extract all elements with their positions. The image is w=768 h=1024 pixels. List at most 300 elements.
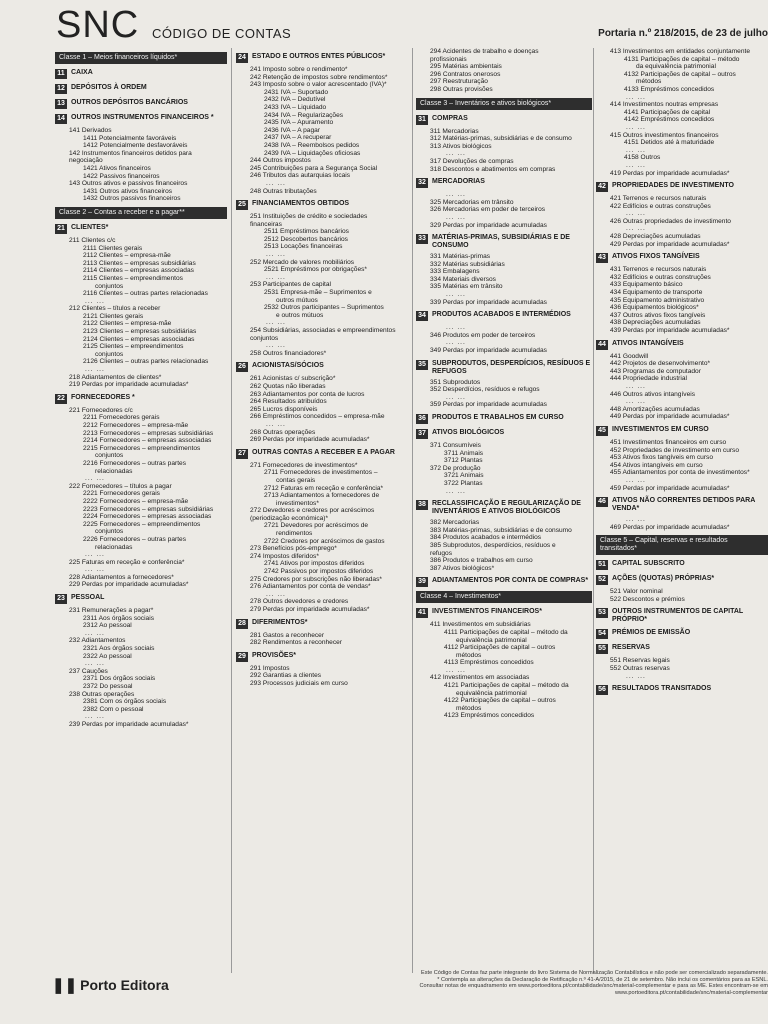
account-group-number: 43 bbox=[596, 253, 608, 263]
account-row: 248 Outras tributações bbox=[250, 187, 317, 195]
account-group bbox=[596, 560, 768, 570]
account-row: 253 Participantes de capital bbox=[250, 281, 332, 289]
account-row: contas gerais bbox=[276, 476, 316, 484]
account-row: 2114 Clientes – empresas associadas bbox=[83, 267, 194, 275]
account-row: 2123 Clientes – empresas subsidiárias bbox=[83, 328, 197, 336]
account-row: 237 Cauções bbox=[69, 667, 108, 675]
account-row: 4111 Participações de capital – método da bbox=[444, 628, 568, 636]
account-row: 218 Adiantamentos de clientes* bbox=[69, 373, 162, 381]
ellipsis-row: ... ... bbox=[626, 398, 646, 406]
account-row: 2122 Clientes – empresa-mãe bbox=[83, 320, 172, 328]
account-group bbox=[236, 53, 408, 63]
account-row: 4122 Participações de capital – outros bbox=[444, 697, 556, 705]
account-row: relacionadas bbox=[95, 467, 133, 475]
account-row: 371 Consumíveis bbox=[430, 442, 481, 449]
account-group-number: 31 bbox=[416, 115, 428, 125]
account-row: 2112 Clientes – empresa-mãe bbox=[83, 252, 171, 260]
account-row: 2216 Fornecedores – outras partes bbox=[83, 459, 186, 467]
account-row: 2115 Clientes – empreendimentos bbox=[83, 274, 183, 282]
account-row: 271 Fornecedores de investimentos* bbox=[250, 461, 358, 469]
account-group bbox=[236, 619, 408, 629]
account-row: 2381 Com os órgãos sociais bbox=[83, 698, 167, 706]
account-group bbox=[416, 577, 592, 587]
account-row: investimentos* bbox=[276, 499, 319, 507]
column-4 bbox=[596, 48, 768, 698]
account-group-title: OUTROS INSTRUMENTOS DE CAPITAL PRÓPRIO* bbox=[612, 608, 744, 624]
account-row: 421 Terrenos e recursos naturais bbox=[610, 195, 707, 203]
account-row: 4112 Participações de capital – outros bbox=[444, 644, 556, 652]
account-group bbox=[416, 234, 592, 250]
account-group-number: 22 bbox=[55, 394, 67, 404]
account-row: e outros mútuos bbox=[276, 311, 324, 319]
account-row: outros mútuos bbox=[276, 296, 318, 304]
account-group bbox=[596, 340, 768, 350]
account-row: 296 Contratos onerosos bbox=[430, 70, 501, 78]
account-row: 311 Mercadorias bbox=[430, 127, 479, 135]
account-row: 2432 IVA – Dedutível bbox=[264, 96, 326, 104]
account-row: 429 Perdas por imparidade acumuladas* bbox=[610, 240, 730, 248]
account-row: 229 Perdas por imparidade acumuladas* bbox=[69, 581, 189, 589]
account-row: 4151 Detidos até à maturidade bbox=[624, 139, 715, 147]
account-row: 2213 Fornecedores – empresas subsidiárias bbox=[83, 429, 214, 437]
ellipsis-row: ... ... bbox=[266, 420, 286, 428]
account-group-title: INVESTIMENTOS FINANCEIROS* bbox=[432, 608, 542, 616]
account-group-title: CLIENTES* bbox=[71, 223, 109, 231]
account-row: 325 Mercadorias em trânsito bbox=[430, 198, 514, 206]
account-row: 436 Equipamentos biológicos* bbox=[610, 304, 699, 312]
account-row: 522 Descontos e prémios bbox=[610, 595, 685, 603]
account-group-title: RESULTADOS TRANSITADOS bbox=[612, 685, 712, 693]
account-row: 383 Matérias-primas, subsidiárias e de consumo bbox=[430, 526, 572, 534]
account-row: 264 Resultados atribuídos bbox=[250, 398, 327, 406]
column-divider bbox=[412, 48, 413, 973]
account-row: 2224 Fornecedores – empresas associadas bbox=[83, 513, 212, 521]
ellipsis-row: ... ... bbox=[85, 660, 105, 668]
ellipsis-row: ... ... bbox=[446, 666, 466, 674]
account-group-number: 12 bbox=[55, 84, 67, 94]
ellipsis-row: ... ... bbox=[626, 210, 646, 218]
account-row: 349 Perdas por imparidade acumuladas bbox=[430, 347, 547, 355]
account-row: 4121 Participações de capital – método da bbox=[444, 682, 569, 690]
account-row: 386 Produtos e trabalhos em curso bbox=[430, 557, 533, 565]
account-group bbox=[416, 414, 592, 424]
account-group-number: 13 bbox=[55, 99, 67, 109]
ellipsis-row: ... ... bbox=[85, 366, 105, 374]
account-group bbox=[596, 685, 768, 695]
ellipsis-row: ... ... bbox=[85, 551, 105, 559]
account-row: 2124 Clientes – empresas associadas bbox=[83, 335, 195, 343]
account-row: 222 Fornecedores – títulos a pagar bbox=[69, 482, 172, 490]
ellipsis-row: ... ... bbox=[626, 476, 646, 484]
ellipsis-row: ... ... bbox=[446, 393, 466, 401]
account-group bbox=[596, 497, 768, 513]
account-row: 3721 Animais bbox=[444, 472, 484, 480]
account-row: equivalência patrimonial bbox=[456, 636, 527, 644]
account-group bbox=[55, 114, 227, 124]
account-row: 454 Ativos intangíveis em curso bbox=[610, 461, 703, 469]
account-row: 1431 Outros ativos financeiros bbox=[83, 187, 173, 195]
account-group bbox=[596, 629, 768, 639]
account-group bbox=[596, 253, 768, 263]
account-row: 451 Investimentos financeiros em curso bbox=[610, 438, 727, 446]
account-row: 443 Programas de computador bbox=[610, 367, 701, 375]
ellipsis-row: ... ... bbox=[446, 324, 466, 332]
account-row: 2531 Empresa-mãe – Suprimentos e bbox=[264, 289, 372, 297]
account-group-title: DEPÓSITOS À ORDEM bbox=[71, 84, 147, 91]
account-row: 281 Gastos a reconhecer bbox=[250, 631, 325, 639]
account-row: 294 Acidentes de trabalho e doenças bbox=[430, 48, 539, 55]
account-group-title: ATIVOS INTANGÍVEIS bbox=[612, 339, 684, 347]
account-group bbox=[236, 652, 408, 662]
account-row: 2223 Fornecedores – empresas subsidiárias bbox=[83, 505, 214, 513]
account-group-title: PRODUTOS E TRABALHOS EM CURSO bbox=[432, 414, 564, 421]
account-group-number: 14 bbox=[55, 114, 67, 124]
account-row: 459 Perdas por imparidade acumuladas* bbox=[610, 484, 730, 492]
account-row: 351 Subprodutos bbox=[430, 378, 481, 386]
account-row: conjuntos bbox=[250, 334, 279, 342]
account-row: 2211 Fornecedores gerais bbox=[83, 414, 160, 422]
account-row: 244 Outros impostos bbox=[250, 157, 311, 165]
account-group-title: ATIVOS FIXOS TANGÍVEIS bbox=[612, 253, 700, 261]
account-group bbox=[55, 69, 227, 79]
account-group-number: 44 bbox=[596, 340, 608, 350]
account-row: 332 Matérias subsidiárias bbox=[430, 260, 505, 268]
account-row: da equivalência patrimonial bbox=[636, 63, 716, 71]
account-row: 261 Acionistas c/ subscrição* bbox=[250, 375, 336, 383]
account-group-title: AÇÕES (QUOTAS) PRÓPRIAS* bbox=[612, 575, 715, 583]
account-row: 246 Tributos das autarquias locais bbox=[250, 172, 351, 180]
account-row: 413 Investimentos em entidades conjuntamente bbox=[610, 48, 751, 55]
ellipsis-row: ... ... bbox=[85, 713, 105, 721]
account-row: 415 Outros investimentos financeiros bbox=[610, 131, 719, 139]
account-row: 2435 IVA – Apuramento bbox=[264, 119, 334, 127]
account-group bbox=[55, 394, 227, 404]
account-group-number: 42 bbox=[596, 182, 608, 192]
account-row: 2713 Adiantamentos a fornecedores de bbox=[264, 492, 380, 500]
account-group-number: 26 bbox=[236, 362, 248, 372]
account-row: 2513 Locações financeiras bbox=[264, 243, 343, 251]
account-row: 266 Empréstimos concedidos – empresa-mãe bbox=[250, 413, 385, 421]
account-group-title: FINANCIAMENTOS OBTIDOS bbox=[252, 200, 350, 208]
account-group-title: MATÉRIAS-PRIMAS, SUBSIDIÁRIAS E DE CONSUMO bbox=[432, 234, 570, 250]
account-row: 143 Outros ativos e passivos financeiros bbox=[69, 180, 188, 188]
account-row: 278 Outros devedores e credores bbox=[250, 598, 349, 606]
account-row: 2214 Fornecedores – empresas associadas bbox=[83, 437, 212, 445]
account-group-title: PROVISÕES* bbox=[252, 651, 296, 659]
account-group bbox=[596, 575, 768, 585]
porto-editora-mark-icon: ❚❚ bbox=[52, 977, 78, 994]
account-row: 239 Perdas por imparidade acumuladas* bbox=[69, 720, 189, 728]
account-row: 453 Ativos fixos tangíveis em curso bbox=[610, 454, 713, 462]
account-row: 312 Matérias-primas, subsidiárias e de consumo bbox=[430, 135, 572, 143]
account-row: 428 Depreciações acumuladas bbox=[610, 233, 701, 241]
account-group bbox=[55, 594, 227, 604]
account-row: 442 Projetos de desenvolvimento* bbox=[610, 360, 711, 368]
account-row: 2226 Fornecedores – outras partes bbox=[83, 535, 186, 543]
account-row: relacionadas bbox=[95, 543, 133, 551]
account-group bbox=[236, 362, 408, 372]
account-group-number: 45 bbox=[596, 426, 608, 436]
account-row: 269 Perdas por imparidade acumuladas* bbox=[250, 436, 370, 444]
ellipsis-row: ... ... bbox=[626, 146, 646, 154]
account-group-number: 38 bbox=[416, 500, 428, 510]
account-row: 4113 Empréstimos concedidos bbox=[444, 659, 534, 667]
account-group-title: FORNECEDORES * bbox=[71, 393, 135, 401]
account-row: 2372 Do pessoal bbox=[83, 683, 133, 690]
footer-note: Consultar notas de enquadramento em www.portoeditora.pt/contabilidade/snc/material-complementar e para as ME. Estes encontram-se em www.portoeditora.pt/contabilidade/snc/material-complementar bbox=[419, 983, 768, 996]
account-row: 2222 Fornecedores – empresa-mãe bbox=[83, 497, 189, 505]
account-group-title: RESERVAS bbox=[612, 644, 650, 652]
account-row: 243 Imposto sobre o valor acrescentado (IVA)* bbox=[250, 81, 387, 89]
account-group-number: 21 bbox=[55, 224, 67, 234]
account-row: 1421 Ativos financeiros bbox=[83, 164, 151, 172]
account-group bbox=[416, 500, 592, 516]
account-row: 2712 Faturas em receção e conferência* bbox=[264, 484, 384, 492]
account-row: 412 Investimentos em associadas bbox=[430, 674, 530, 682]
account-group bbox=[55, 84, 227, 94]
account-row: 4132 Participações de capital – outros bbox=[624, 70, 736, 78]
ellipsis-row: ... ... bbox=[85, 297, 105, 305]
account-row: conjuntos bbox=[95, 528, 124, 536]
account-row: profissionais bbox=[430, 55, 467, 63]
account-row: 455 Adiantamentos por conta de investimentos* bbox=[610, 469, 750, 477]
account-group bbox=[236, 200, 408, 210]
account-row: 2436 IVA – A pagar bbox=[264, 126, 320, 134]
account-group-title: OUTROS INSTRUMENTOS FINANCEIROS * bbox=[71, 114, 214, 121]
account-row: 2312 Ao pessoal bbox=[83, 622, 132, 630]
account-row: 3722 Plantas bbox=[444, 479, 483, 487]
account-row: 4123 Empréstimos concedidos bbox=[444, 712, 535, 720]
publisher-name: Porto Editora bbox=[80, 977, 169, 993]
account-group-title: ATIVOS NÃO CORRENTES DETIDOS PARA VENDA* bbox=[612, 497, 755, 513]
account-row: 434 Equipamento de transporte bbox=[610, 289, 703, 297]
account-group-title: OUTRAS CONTAS A RECEBER E A PAGAR bbox=[252, 448, 395, 456]
account-row: 372 De produção bbox=[430, 464, 481, 472]
account-row: 334 Materiais diversos bbox=[430, 275, 496, 283]
account-row: conjuntos bbox=[95, 452, 124, 460]
account-row: 2322 Ao pessoal bbox=[83, 652, 132, 660]
account-group-number: 29 bbox=[236, 652, 248, 662]
account-group-number: 35 bbox=[416, 360, 428, 370]
account-row: 274 Impostos diferidos* bbox=[250, 552, 319, 560]
account-row: 318 Descontos e abatimentos em compras bbox=[430, 165, 556, 173]
class-banner: Classe 5 – Capital, reservas e resultados transitados* bbox=[596, 535, 768, 555]
account-group-title: MERCADORIAS bbox=[432, 178, 485, 186]
account-row: 326 Mercadorias em poder de terceiros bbox=[430, 206, 546, 214]
account-row: 317 Devoluções de compras bbox=[430, 157, 514, 165]
account-row: 439 Perdas por imparidade acumuladas* bbox=[610, 327, 730, 334]
ellipsis-row: ... ... bbox=[266, 251, 286, 259]
class-banner: Classe 3 – Inventários e ativos biológicos* bbox=[416, 98, 592, 110]
account-row: 258 Outros financiadores* bbox=[250, 349, 327, 357]
account-row: rendimentos bbox=[276, 530, 313, 538]
account-row: 251 Instituições de crédito e sociedades bbox=[250, 213, 368, 221]
ellipsis-row: ... ... bbox=[626, 123, 646, 131]
account-row: 2126 Clientes – outras partes relacionadas bbox=[83, 358, 209, 366]
account-group-title: PRÉMIOS DE EMISSÃO bbox=[612, 629, 691, 637]
account-group bbox=[55, 224, 227, 234]
ellipsis-row: ... ... bbox=[626, 225, 646, 233]
ellipsis-row: ... ... bbox=[266, 273, 286, 281]
account-row: 2433 IVA – Liquidado bbox=[264, 103, 327, 111]
account-row: 268 Outras operações bbox=[250, 428, 316, 436]
account-row: 1412 Potencialmente desfavoráveis bbox=[83, 142, 188, 150]
account-row: 2438 IVA – Reembolsos pedidos bbox=[264, 141, 360, 149]
ellipsis-row: ... ... bbox=[446, 213, 466, 221]
account-row: 426 Outras propriedades de investimento bbox=[610, 217, 731, 225]
footer-note: * Contempla as alterações da Declaração de Retificação n.º 41-A/2015, de 21 de setembro. Não inclui os comentários para as ESNL. bbox=[437, 976, 768, 983]
account-row: 346 Produtos em poder de terceiros bbox=[430, 331, 536, 339]
column-3 bbox=[416, 48, 592, 720]
account-row: 279 Perdas por imparidade acumuladas* bbox=[250, 606, 370, 613]
account-row: 438 Depreciações acumuladas bbox=[610, 319, 701, 327]
account-row: 2711 Fornecedores de investimentos – bbox=[264, 469, 378, 477]
account-row: 4158 Outros bbox=[624, 154, 661, 162]
account-row: 2321 Aos órgãos sociais bbox=[83, 645, 155, 653]
account-row: 2434 IVA – Regularizações bbox=[264, 111, 344, 119]
account-row: 2225 Fornecedores – empreendimentos bbox=[83, 520, 201, 528]
account-group bbox=[236, 449, 408, 459]
account-row: 228 Adiantamentos a fornecedores* bbox=[69, 573, 174, 581]
account-row: 4142 Empréstimos concedidos bbox=[624, 116, 715, 124]
account-row: 241 Imposto sobre o rendimento* bbox=[250, 66, 348, 73]
account-group bbox=[596, 608, 768, 624]
account-row: 446 Outros ativos intangíveis bbox=[610, 390, 696, 398]
ellipsis-row: ... ... bbox=[626, 93, 646, 101]
account-row: 2431 IVA – Suportado bbox=[264, 88, 329, 96]
account-row: 1411 Potencialmente favoráveis bbox=[83, 134, 177, 142]
account-row: 254 Subsidiárias, associadas e empreendimentos bbox=[250, 327, 396, 334]
account-row: 263 Adiantamentos por conta de lucros bbox=[250, 390, 365, 398]
account-row: 414 Investimentos noutras empresas bbox=[610, 101, 719, 109]
account-row: 352 Desperdícios, resíduos e refugos bbox=[430, 386, 540, 394]
account-group-number: 34 bbox=[416, 311, 428, 321]
account-row: equivalência patrimonial bbox=[456, 689, 527, 697]
account-group-number: 37 bbox=[416, 429, 428, 439]
account-group-number: 39 bbox=[416, 577, 428, 587]
account-group-title: PROPRIEDADES DE INVESTIMENTO bbox=[612, 182, 735, 190]
account-group-number: 23 bbox=[55, 594, 67, 604]
account-row: refugos bbox=[430, 549, 452, 557]
account-row: 435 Equipamento administrativo bbox=[610, 296, 705, 304]
account-group-number: 24 bbox=[236, 53, 248, 63]
account-group-number: 56 bbox=[596, 685, 608, 695]
ellipsis-row: ... ... bbox=[626, 672, 646, 680]
account-group-title: ACIONISTAS/SÓCIOS bbox=[252, 362, 324, 370]
account-row: 2512 Descobertos bancários bbox=[264, 235, 348, 243]
account-row: 313 Ativos biológicos bbox=[430, 142, 492, 150]
account-row: métodos bbox=[456, 704, 482, 712]
account-row: métodos bbox=[456, 651, 482, 659]
account-row: 333 Embalagens bbox=[430, 268, 480, 276]
account-group bbox=[416, 429, 592, 439]
account-row: 272 Devedores e credores por acréscimos bbox=[250, 507, 375, 515]
account-group-number: 32 bbox=[416, 178, 428, 188]
account-row: 141 Derivados bbox=[69, 127, 112, 134]
account-group-number: 41 bbox=[416, 608, 428, 618]
account-row: 238 Outras operações bbox=[69, 690, 135, 698]
account-row: 291 Impostos bbox=[250, 664, 290, 672]
ellipsis-row: ... ... bbox=[85, 566, 105, 574]
account-row: 2215 Fornecedores – empreendimentos bbox=[83, 444, 201, 452]
ellipsis-row: ... ... bbox=[266, 319, 286, 327]
class-banner: Classe 4 – Investimentos* bbox=[416, 591, 592, 603]
brand-title: SNC bbox=[56, 4, 140, 46]
account-group-title: CAIXA bbox=[71, 69, 93, 76]
account-row: 422 Edifícios e outras construções bbox=[610, 202, 711, 210]
account-row: 329 Perdas por imparidade acumuladas bbox=[430, 221, 547, 229]
account-row: 419 Perdas por imparidade acumuladas* bbox=[610, 169, 730, 177]
account-row: 359 Perdas por imparidade acumuladas bbox=[430, 401, 547, 409]
account-row: 262 Quotas não liberadas bbox=[250, 382, 326, 390]
document-subtitle: CÓDIGO DE CONTAS bbox=[152, 26, 292, 41]
account-row: 2741 Ativos por impostos diferidos bbox=[264, 560, 365, 568]
account-row: 2125 Clientes – empreendimentos bbox=[83, 343, 184, 351]
account-row: 4141 Participações de capital bbox=[624, 108, 711, 116]
account-group-number: 53 bbox=[596, 608, 608, 618]
account-row: 231 Remunerações a pagar* bbox=[69, 607, 154, 615]
account-group-title: ATIVOS BIOLÓGICOS bbox=[432, 429, 505, 436]
account-row: 297 Reestruturação bbox=[430, 78, 488, 86]
account-row: 2532 Outros participantes – Suprimentos bbox=[264, 304, 384, 312]
account-row: 387 Ativos biológicos* bbox=[430, 564, 495, 572]
account-group-number: 55 bbox=[596, 644, 608, 654]
account-row: 448 Amortizações acumuladas bbox=[610, 405, 700, 413]
account-row: 2722 Credores por acréscimos de gastos bbox=[264, 537, 385, 545]
account-row: 265 Lucros disponíveis bbox=[250, 405, 318, 413]
ellipsis-row: ... ... bbox=[446, 487, 466, 495]
account-row: 2511 Empréstimos bancários bbox=[264, 228, 349, 236]
account-row: 335 Matérias em trânsito bbox=[430, 283, 503, 291]
account-group-number: 36 bbox=[416, 414, 428, 424]
account-row: 2221 Fornecedores gerais bbox=[83, 490, 160, 498]
account-row: 437 Outros ativos fixos tangíveis bbox=[610, 311, 706, 319]
account-row: 211 Clientes c/c bbox=[69, 236, 116, 244]
account-row: 298 Outras provisões bbox=[430, 85, 493, 93]
ellipsis-row: ... ... bbox=[266, 179, 286, 187]
account-row: 242 Retenção de impostos sobre rendimentos* bbox=[250, 73, 388, 81]
publisher-logo bbox=[52, 976, 169, 994]
account-row: 2382 Com o pessoal bbox=[83, 705, 144, 713]
account-group bbox=[416, 178, 592, 188]
account-group bbox=[416, 115, 592, 125]
column-divider bbox=[593, 48, 594, 973]
account-row: métodos bbox=[636, 78, 662, 86]
account-row: 4133 Empréstimos concedidos bbox=[624, 85, 715, 93]
class-banner: Classe 2 – Contas a receber e a pagar** bbox=[55, 207, 227, 219]
account-row: 273 Benefícios pós-emprego* bbox=[250, 545, 337, 553]
ellipsis-row: ... ... bbox=[85, 629, 105, 637]
account-row: 2111 Clientes gerais bbox=[83, 244, 143, 252]
account-row: 441 Goodwill bbox=[610, 352, 649, 360]
ellipsis-row: ... ... bbox=[626, 382, 646, 390]
account-row: 411 Investimentos em subsidiárias bbox=[430, 621, 531, 629]
account-group-title: SUBPRODUTOS, DESPERDÍCIOS, RESÍDUOS E REFUGOS bbox=[432, 359, 591, 375]
account-group bbox=[596, 426, 768, 436]
account-group-number: 25 bbox=[236, 200, 248, 210]
footer-note: Este Código de Contas faz parte integrante do livro Sistema de Normalização Contabilística e não pode ser comercializado separadamente. bbox=[420, 970, 768, 976]
account-group bbox=[596, 182, 768, 192]
account-group-title: ESTADO E OUTROS ENTES PÚBLICOS* bbox=[252, 53, 386, 60]
account-row: 2439 IVA – Liquidações oficiosas bbox=[264, 149, 361, 157]
ellipsis-row: ... ... bbox=[446, 291, 466, 299]
account-group bbox=[416, 311, 592, 321]
account-row: 433 Equipamento básico bbox=[610, 281, 683, 289]
account-group-number: 54 bbox=[596, 629, 608, 639]
account-row: 551 Reservas legais bbox=[610, 657, 670, 665]
account-row: 292 Garantias a clientes bbox=[250, 672, 322, 680]
account-group-title: PESSOAL bbox=[71, 594, 105, 602]
